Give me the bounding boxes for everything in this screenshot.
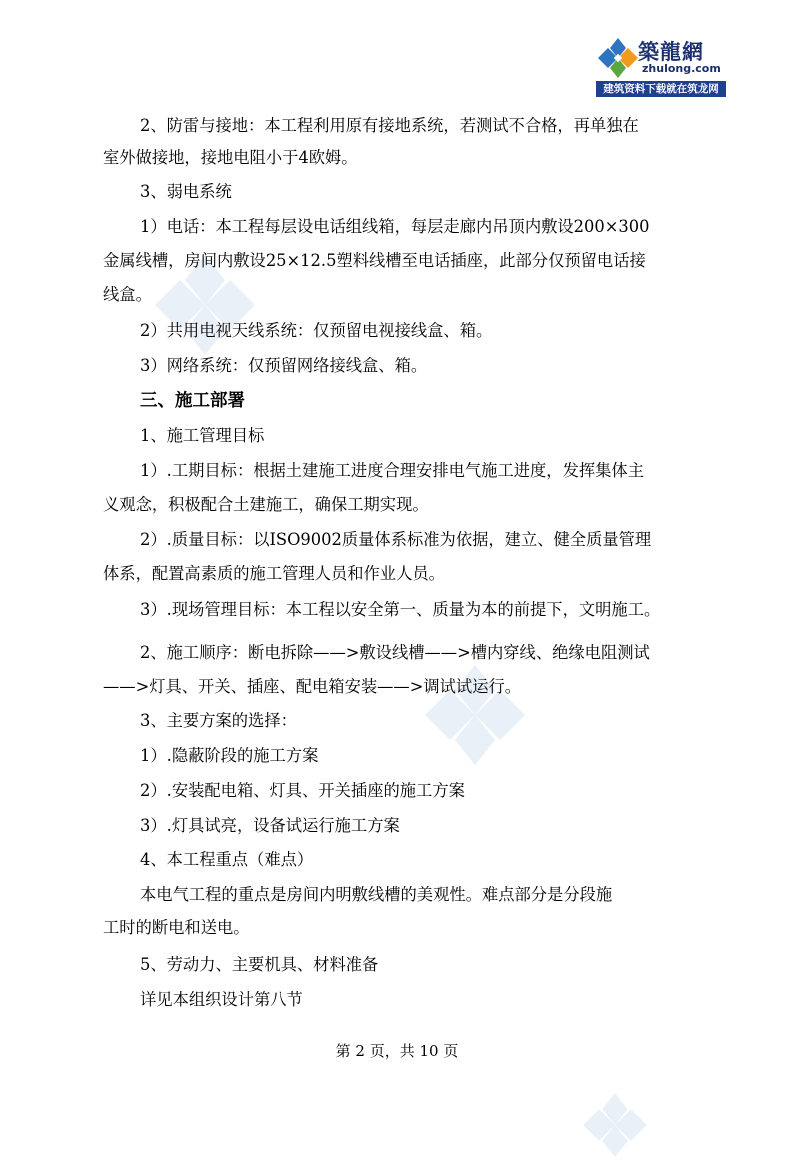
text-line: 本电气工程的重点是房间内明敷线槽的美观性。难点部分是分段施 bbox=[140, 885, 613, 904]
text-line: 室外做接地，接地电阻小于4欧姆。 bbox=[103, 148, 358, 167]
text-line: 1）.隐蔽阶段的施工方案 bbox=[140, 746, 319, 765]
text-line: 3）.现场管理目标：本工程以安全第一、质量为本的前提下，文明施工。 bbox=[140, 600, 661, 619]
zhulong-logo bbox=[596, 34, 726, 98]
text-line: 3）网络系统：仅预留网络接线盒、箱。 bbox=[140, 356, 428, 375]
text-line: 义观念，积极配合土建施工，确保工期实现。 bbox=[103, 495, 429, 514]
text-line: 2）.质量目标：以ISO9002质量体系标准为依据，建立、健全质量管理 bbox=[140, 530, 652, 549]
text-line: 线盒。 bbox=[103, 285, 152, 304]
text-line: 详见本组织设计第八节 bbox=[140, 990, 303, 1009]
text-line: 5、劳动力、主要机具、材料准备 bbox=[140, 955, 379, 974]
text-line: 金属线槽，房间内敷设25×12.5塑料线槽至电话插座，此部分仅预留电话接 bbox=[103, 251, 646, 270]
text-line: 1）.工期目标：根据土建施工进度合理安排电气施工进度，发挥集体主 bbox=[140, 461, 644, 480]
text-line: 工时的断电和送电。 bbox=[103, 918, 250, 937]
logo-diamond-icon bbox=[596, 36, 640, 80]
text-line: 2、防雷与接地：本工程利用原有接地系统，若测试不合格，再单独在 bbox=[140, 116, 639, 135]
watermark-diamond-icon bbox=[580, 1090, 650, 1160]
text-line: ——>灯具、开关、插座、配电箱安装——>调试试运行。 bbox=[103, 677, 522, 696]
text-line: 3、主要方案的选择： bbox=[140, 711, 297, 730]
logo-brand: 築龍網 bbox=[638, 39, 704, 64]
text-line: 3、弱电系统 bbox=[140, 182, 232, 201]
text-line: 2）共用电视天线系统：仅预留电视接线盒、箱。 bbox=[140, 321, 493, 340]
text-line: 2、施工顺序：断电拆除——>敷设线槽——>槽内穿线、绝缘电阻测试 bbox=[140, 643, 650, 662]
page-number: 第 2 页，共 10 页 bbox=[335, 1042, 459, 1060]
text-line: 1）电话：本工程每层设电话组线箱，每层走廊内吊顶内敷设200×300 bbox=[140, 217, 650, 236]
logo-url: zhulong.com bbox=[642, 62, 721, 75]
section-heading: 三、施工部署 bbox=[140, 391, 245, 411]
text-line: 体系，配置高素质的施工管理人员和作业人员。 bbox=[103, 564, 445, 583]
logo-top bbox=[596, 34, 726, 80]
text-line: 4、本工程重点（难点） bbox=[140, 850, 314, 869]
logo-slogan: 建筑资料下载就在筑龙网 bbox=[596, 81, 726, 97]
text-line: 1、施工管理目标 bbox=[140, 426, 265, 445]
text-line: 2）.安装配电箱、灯具、开关插座的施工方案 bbox=[140, 781, 465, 800]
text-line: 3）.灯具试亮，设备试运行施工方案 bbox=[140, 816, 400, 835]
